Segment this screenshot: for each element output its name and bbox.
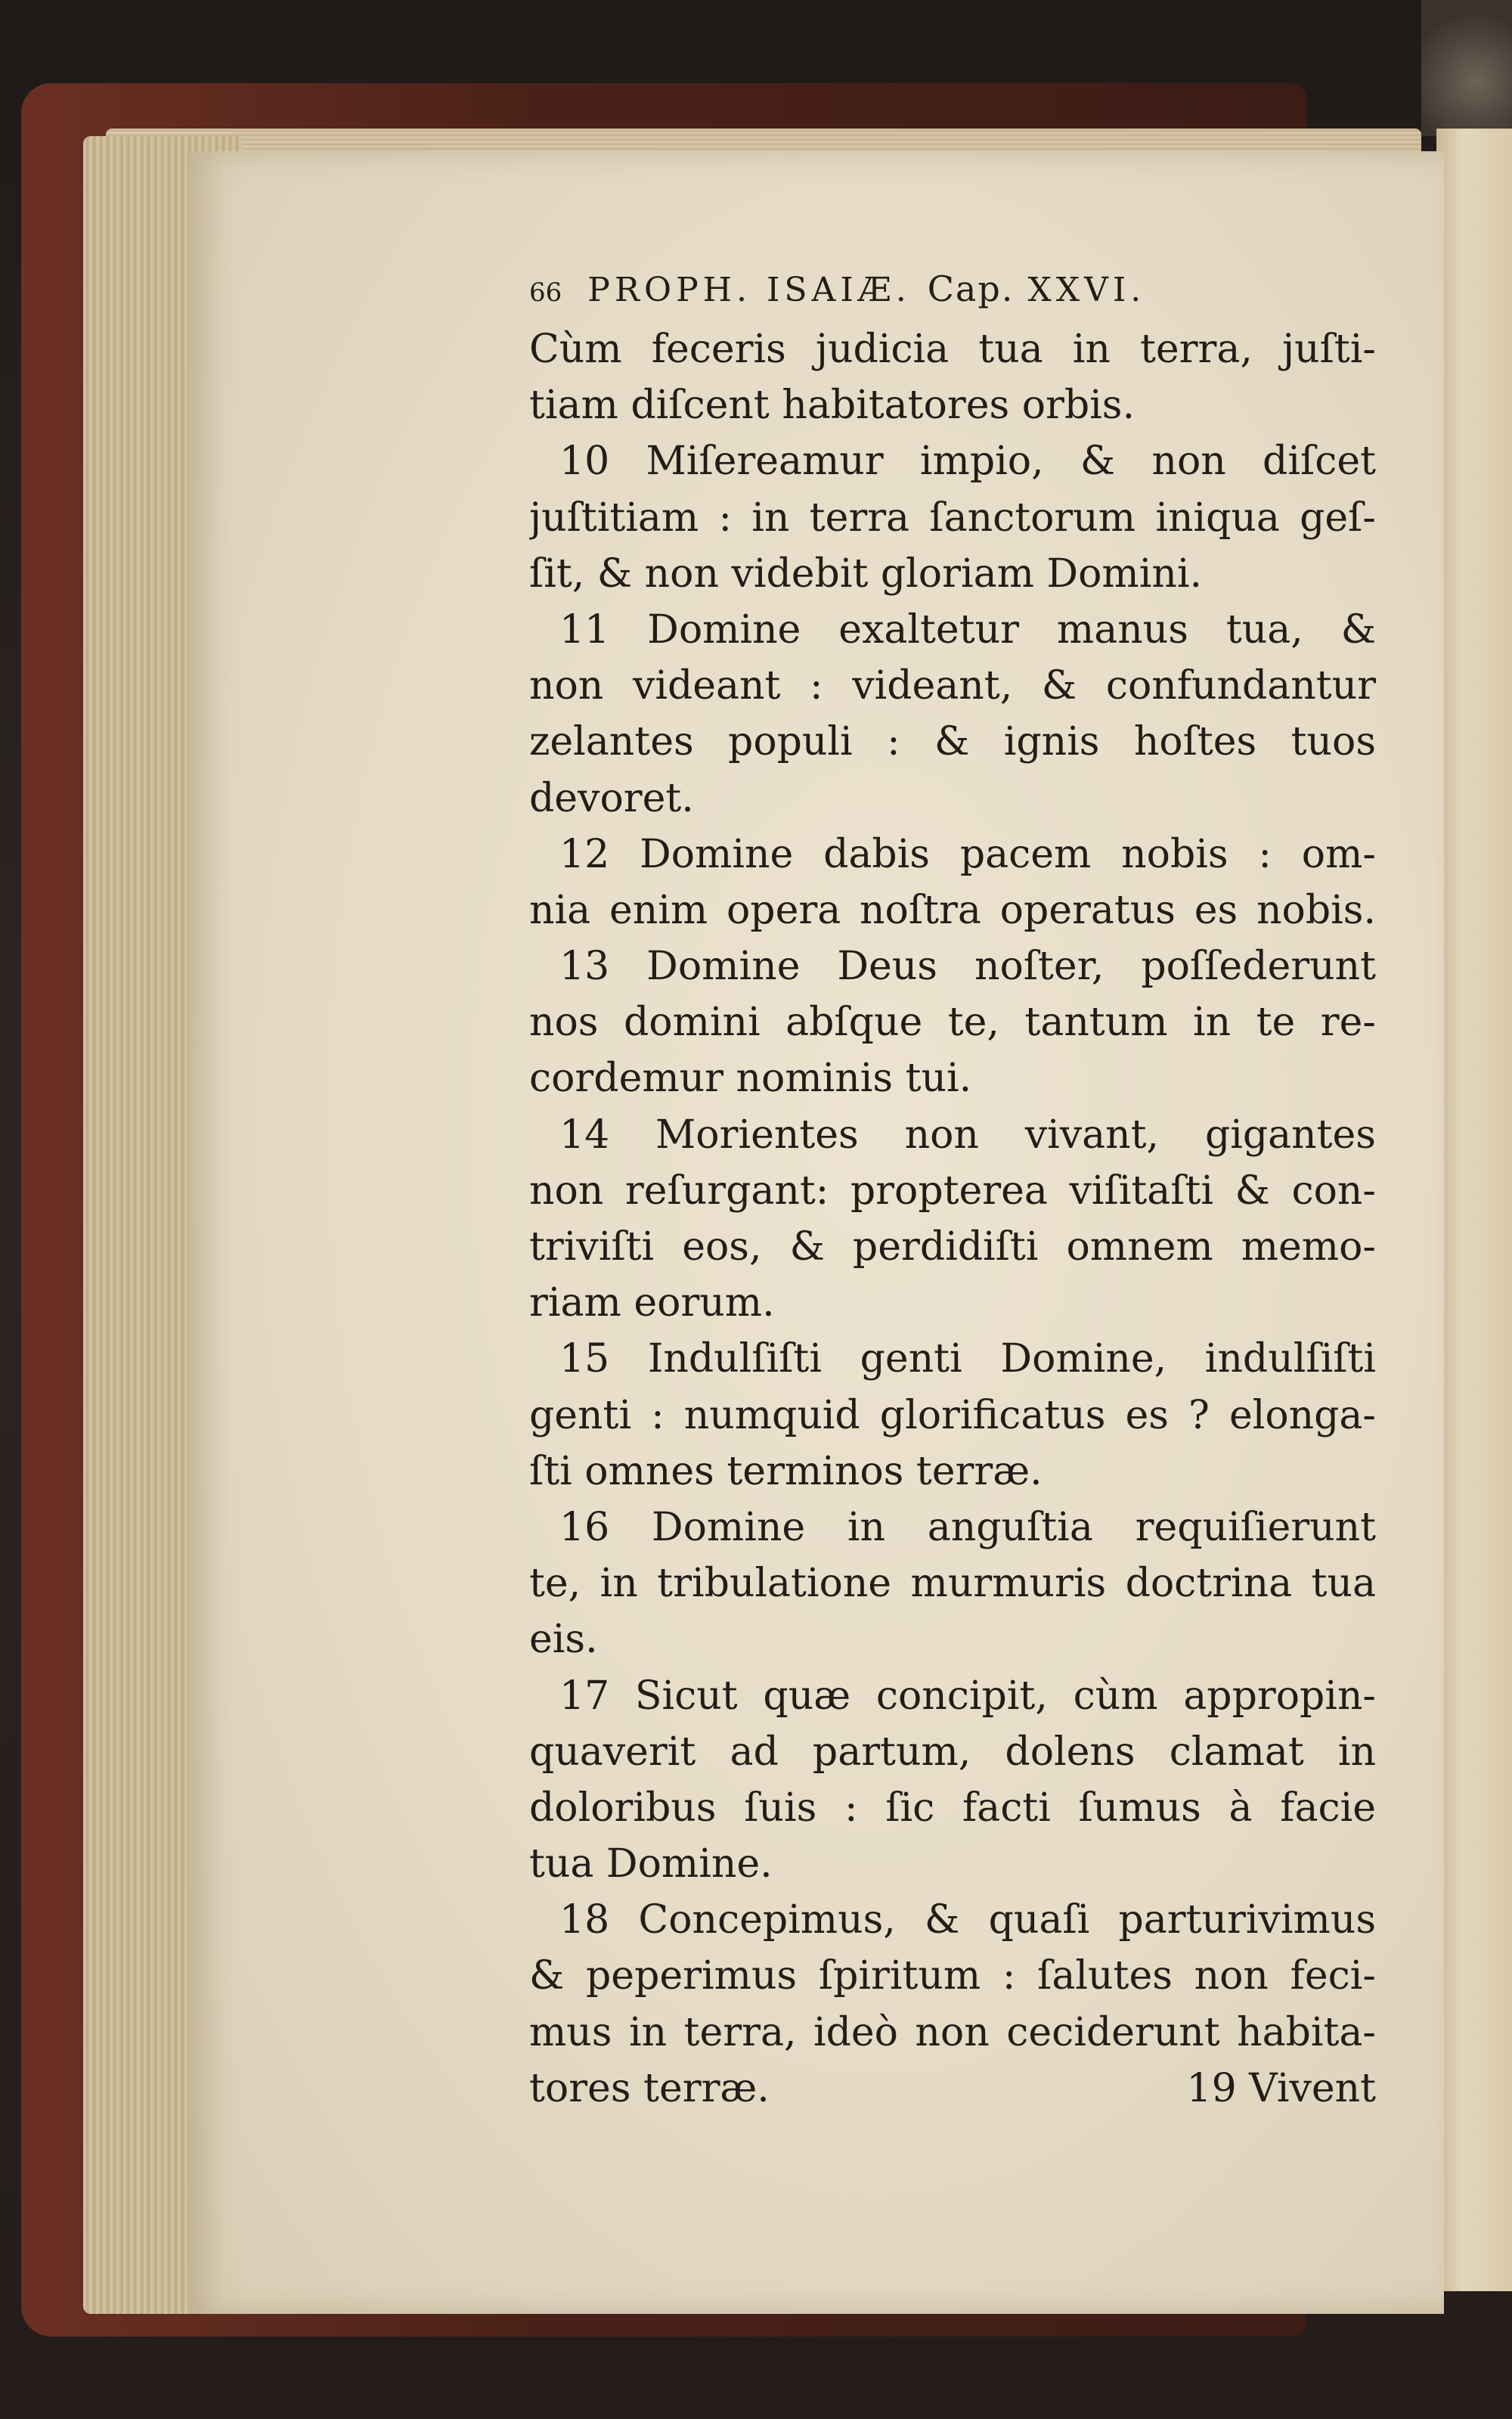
text-line: te, in tribulatione murmuris doctrina tua — [529, 1561, 1376, 1607]
facing-page-edge — [1436, 129, 1512, 2291]
text-line: Cùm feceris judicia tua in terra, juſti- — [529, 327, 1376, 372]
verse-start-line: 17 Sicut quæ concipit, cùm appropin- — [559, 1673, 1376, 1719]
verse-start-line: 18 Concepimus, & quaſi parturivimus — [559, 1897, 1376, 1943]
page-number: 66 — [529, 278, 562, 308]
book-spine-corner — [1421, 0, 1512, 136]
text-line: non reſurgant: propterea viſitaſti & con- — [529, 1168, 1376, 1214]
last-text-line — [529, 2061, 1376, 2117]
last-line-text: tores terræ. — [529, 2065, 770, 2111]
verse-start-line: 10 Miſereamur impio, & non diſcet — [559, 439, 1376, 485]
text-line: & peperimus ſpiritum : ſalutes non feci- — [529, 1953, 1376, 1999]
verse-start-line: 14 Morientes non vivant, gigantes — [559, 1112, 1376, 1158]
verse-start-line: 13 Domine Deus noſter, poſſederunt — [559, 944, 1376, 990]
text-line: doloribus ſuis : ſic facti ſumus à facie — [529, 1785, 1376, 1831]
text-line: genti : numquid glorificatus es ? elonga- — [529, 1392, 1376, 1438]
running-head — [529, 268, 1376, 321]
text-line: triviſti eos, & perdidiſti omnem memo- — [529, 1224, 1376, 1270]
text-line: riam eorum. — [529, 1280, 775, 1326]
text-line: tua Domine. — [529, 1841, 773, 1887]
chapter-label: Cap. — [927, 268, 1015, 309]
page-text-block — [529, 268, 1376, 2117]
chapter-number: XXVI. — [1027, 271, 1146, 309]
text-line: non videant : videant, & confundantur — [529, 663, 1376, 709]
text-line: cordemur nominis tui. — [529, 1056, 972, 1102]
text-line: mus in terra, ideò non ceciderunt habita- — [529, 2009, 1376, 2055]
text-line: zelantes populi : & ignis hoſtes tuos — [529, 719, 1376, 765]
text-line: juſtitiam : in terra ſanctorum iniqua geſ- — [529, 495, 1376, 541]
text-line: ſit, & non videbit gloriam Domini. — [529, 550, 1203, 597]
verse-start-line: 11 Domine exaltetur manus tua, & — [559, 606, 1376, 653]
text-line: eis. — [529, 1617, 598, 1663]
book-title: PROPH. ISAIÆ. — [587, 271, 911, 309]
catchword: 19 Vivent — [1186, 2065, 1376, 2111]
text-line: tiam diſcent habitatores orbis. — [529, 383, 1135, 429]
verse-start-line: 12 Domine dabis pacem nobis : om- — [559, 831, 1376, 877]
text-line: quaverit ad partum, dolens clamat in — [529, 1729, 1376, 1775]
text-line: ſti omnes terminos terræ. — [529, 1448, 1043, 1494]
text-line: devoret. — [529, 775, 694, 821]
text-line: nia enim opera noſtra operatus es nobis. — [529, 887, 1376, 933]
text-line: nos domini abſque te, tantum in te re- — [529, 1000, 1376, 1046]
verse-start-line: 16 Domine in anguſtia requiſierunt — [559, 1504, 1376, 1550]
verse-start-line: 15 Indulſiſti genti Domine, indulſiſti — [559, 1336, 1376, 1382]
